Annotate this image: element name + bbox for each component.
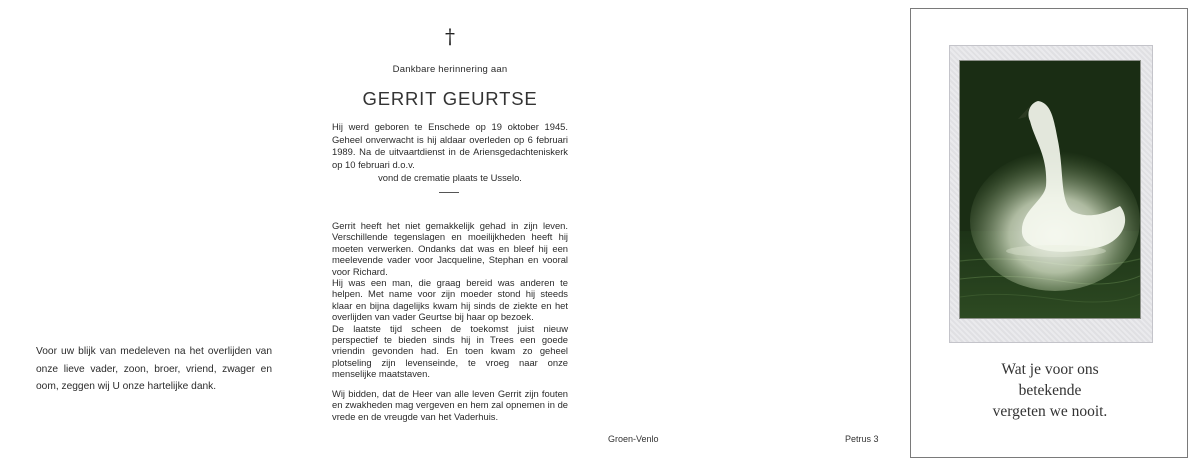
thank-you-panel xyxy=(36,343,272,396)
deceased-name: GERRIT GEURTSE xyxy=(362,88,538,109)
paragraph: Gerrit heeft het niet gemakkelijk gehad in zijn leven. Verschillende tegenslagen en moeilijkheden heeft hij moeten verwerken. Ondanks dat was en bleef hij een meelevende vader voor Jacqueline, Stephan en vooral voor Richard. xyxy=(332,220,568,277)
cross-icon: † xyxy=(445,24,455,48)
paragraph: Hij was een man, die graag bereid was anderen te helpen. Met name voor zijn moeder stond hij steeds klaar en bijna dagelijks kwam hij sinds de ziekte en het overlijden van vader Geurtse bij haar op bezoek. xyxy=(332,277,568,323)
thank-you-text: Voor uw blijk van medeleven na het overlijden van onze lieve vader, zoon, broer, vriend, zwager en oom, zeggen wij U onze hartelijke dank. xyxy=(36,346,272,392)
swan-photo xyxy=(959,60,1141,319)
motto-line: betekende xyxy=(1018,382,1082,399)
memorial-text xyxy=(332,220,568,422)
paragraph: Wij bidden, dat de Heer van alle leven Gerrit zijn fouten en zwakheden mag vergeven en hem zal opnemen in de vrede en de vreugde van het Vaderhuis. xyxy=(332,387,568,422)
divider xyxy=(439,192,459,193)
memorial-card xyxy=(910,8,1188,458)
motto-line: Wat je voor ons xyxy=(1001,361,1099,378)
motto-line: vergeten we nooit. xyxy=(992,403,1108,420)
photo-frame xyxy=(949,45,1153,343)
biography-last-line: vond de crematie plaats te Usselo. xyxy=(378,171,522,183)
print-code: Petrus 3 xyxy=(845,434,879,444)
printer-name: Groen-Venlo xyxy=(608,434,659,444)
paragraph: De laatste tijd scheen de toekomst juist nieuw perspectief te bieden sinds hij in Trees een goede vriendin gevonden had. En toen kwam zo geheel plotseling zijn levenseinde, te vroeg naar onze menselijke maatstaven. xyxy=(332,322,568,380)
motto xyxy=(911,359,1189,422)
intro-line: Dankbare herinnering aan xyxy=(392,64,508,75)
biography xyxy=(332,121,568,185)
biography-main: Hij werd geboren te Enschede op 19 oktober 1945. Geheel onverwacht is hij aldaar overleden op 6 februari 1989. Na de uitvaartdienst in de Ariensgedachteniskerk op 10 februari d.o.v. xyxy=(332,121,568,171)
